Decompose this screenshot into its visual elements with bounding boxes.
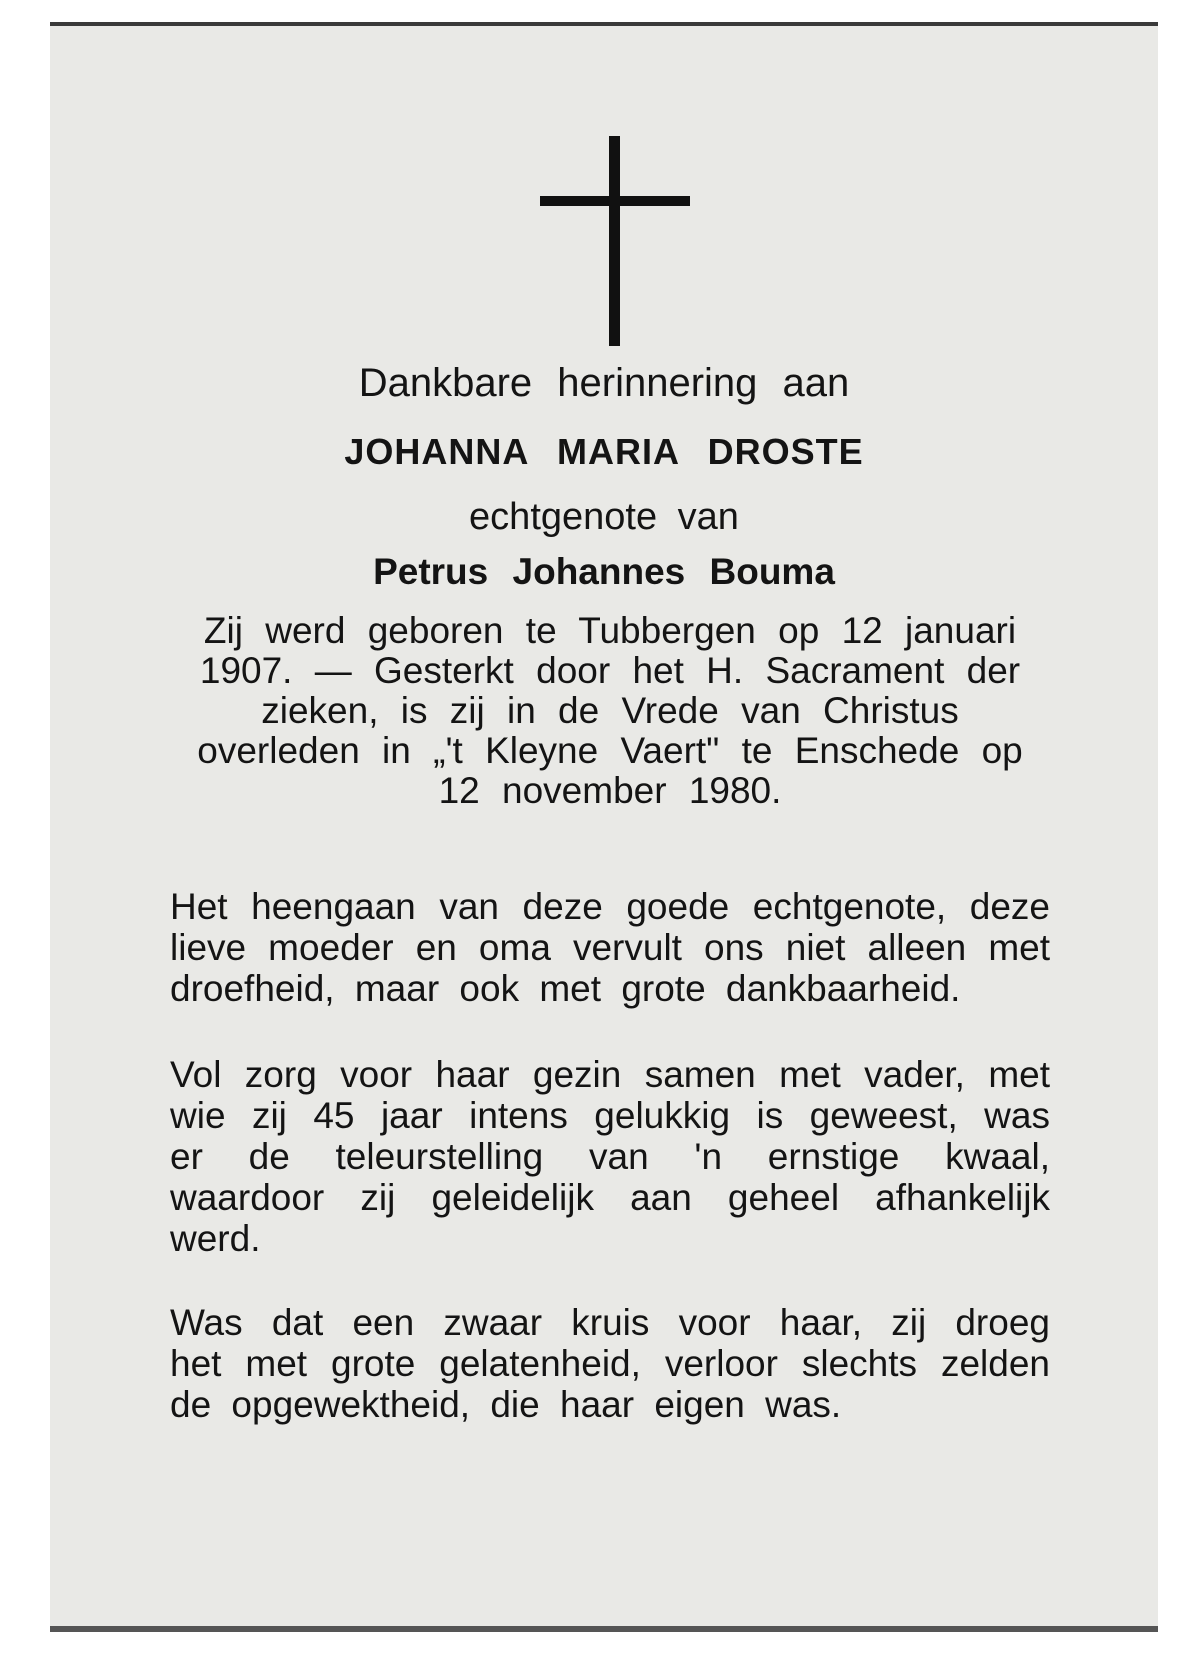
deceased-name: JOHANNA MARIA DROSTE <box>344 431 864 472</box>
memorial-card <box>50 22 1158 1632</box>
memorial-paragraph-1: Het heengaan van deze goede echtgenote, deze lieve moeder en oma vervult ons niet alleen met droefheid, maar ook met grote dankbaarheid. <box>170 886 1050 1009</box>
memorial-paragraph-2: Vol zorg voor haar gezin samen met vader, met wie zij 45 jaar intens gelukkig is geweest, was er de teleurstelling van 'n ernstige kwaal, waardoor zij geleidelijk aan geheel afhankelijk werd. <box>170 1054 1050 1259</box>
memorial-paragraph-3: Was dat een zwaar kruis voor haar, zij droeg het met grote gelatenheid, verloor slechts zelden de opgewektheid, die haar eigen was. <box>170 1302 1050 1425</box>
biography-text: Zij werd geboren te Tubbergen op 12 januari 1907. — Gesterkt door het H. Sacrament der zieken, is zij in de Vrede van Christus overleden in „'t Kleyne Vaert" te Enschede op 12 november 1980. <box>197 610 1023 811</box>
cross-icon <box>540 136 690 346</box>
spouse-name: Petrus Johannes Bouma <box>373 551 835 592</box>
cross-horizontal-bar <box>540 196 690 206</box>
relation-text: echtgenote van <box>469 496 739 538</box>
cross-vertical-bar <box>609 136 620 346</box>
memorial-heading: Dankbare herinnering aan <box>358 361 850 405</box>
